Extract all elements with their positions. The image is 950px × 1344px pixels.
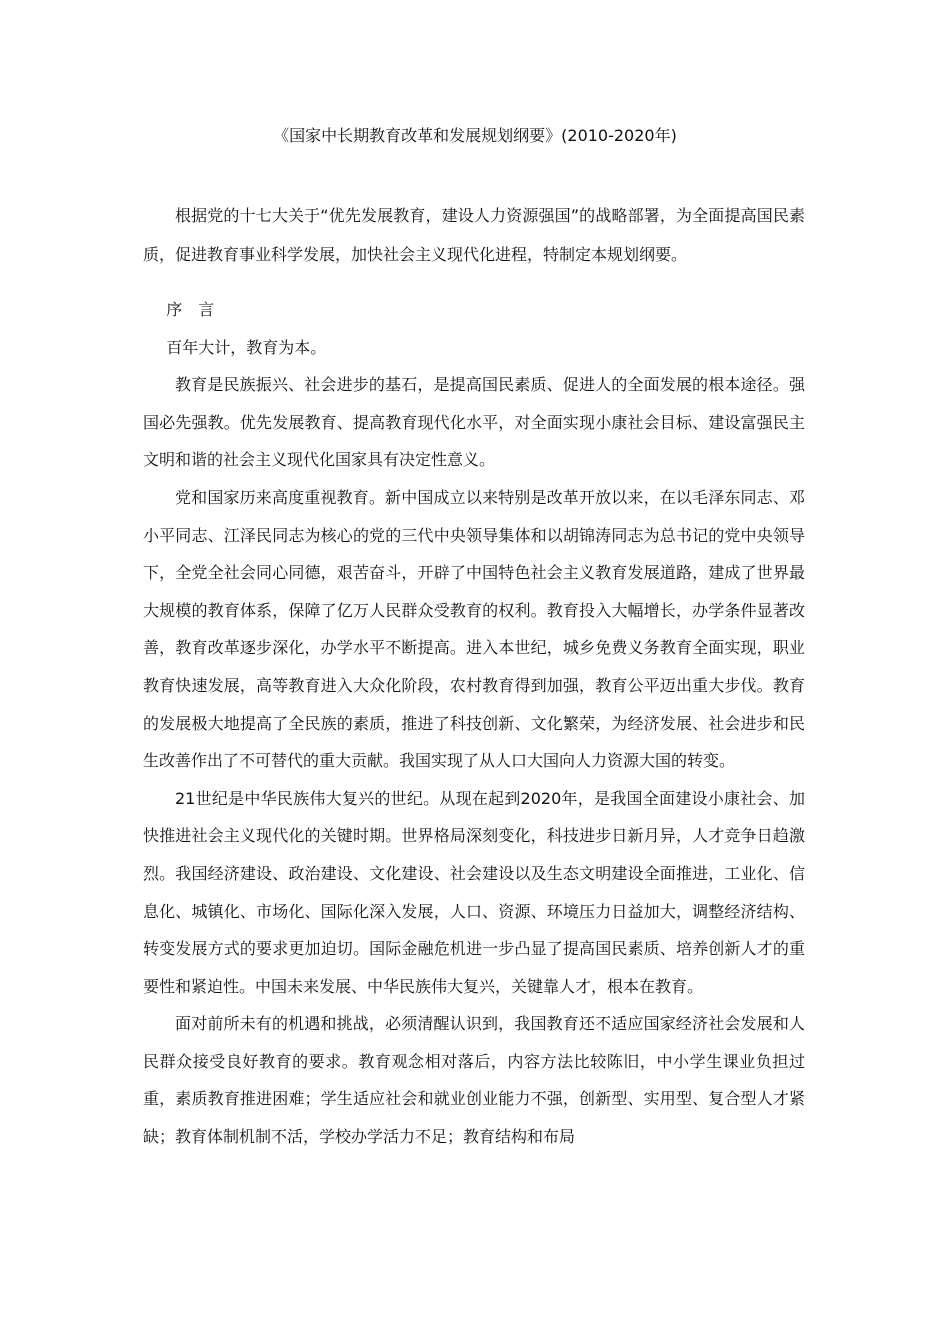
paragraph-opening: 百年大计，教育为本。 [166,337,327,357]
section-heading-char-1: 序 [166,300,183,319]
paragraph: 面对前所未有的机遇和挑战，必须清醒认识到，我国教育还不适应国家经济社会发展和人民群众接受良好教育的要求。教育观念相对落后，内容方法比较陈旧，中小学生课业负担过重，素质教育推进困难；学生适应社会和就业创业能力不强，创新型、实用型、复合型人才紧缺；教育体制机制不活，学校办学活力不足；教育结构和布局 [143,1014,805,1147]
section-heading [143,291,805,329]
document-body [143,196,805,1156]
paragraph: 21世纪是中华民族伟大复兴的世纪。从现在起到2020年，是我国全面建设小康社会、加快推进社会主义现代化的关键时期。世界格局深刻变化，科技进步日新月异，人才竞争日趋激烈。我国经济建设、政治建设、文化建设、社会建设以及生态文明建设全面推进，工业化、信息化、城镇化、市场化、国际化深入发展，人口、资源、环境压力日益加大，调整经济结构、转变发展方式的要求更加迫切。国际金融危机进一步凸显了提高国民素质、培养创新人才的重要性和紧迫性。中国未来发展、中华民族伟大复兴，关键靠人才，根本在教育。 [143,788,805,996]
paragraph: 党和国家历来高度重视教育。新中国成立以来特别是改革开放以来，在以毛泽东同志、邓小平同志、江泽民同志为核心的党的三代中央领导集体和以胡锦涛同志为总书记的党中央领导下，全党全社会同心同德，艰苦奋斗，开辟了中国特色社会主义教育发展道路，建成了世界最大规模的教育体系，保障了亿万人民群众受教育的权利。教育投入大幅增长，办学条件显著改善，教育改革逐步深化，办学水平不断提高。进入本世纪，城乡免费义务教育全面实现，职业教育快速发展，高等教育进入大众化阶段，农村教育得到加强，教育公平迈出重大步伐。教育的发展极大地提高了全民族的素质，推进了科技创新、文化繁荣，为经济发展、社会进步和民生改善作出了不可替代的重大贡献。我国实现了从人口大国向人力资源大国的转变。 [143,487,805,771]
paragraph: 教育是民族振兴、社会进步的基石，是提高国民素质、促进人的全面发展的根本途径。强国必先强教。优先发展教育、提高教育现代化水平，对全面实现小康社会目标、建设富强民主文明和谐的社会主义现代化国家具有决定性意义。 [143,375,805,470]
intro-paragraph: 根据党的十七大关于“优先发展教育，建设人力资源强国”的战略部署，为全面提高国民素质，促进教育事业科学发展，加快社会主义现代化进程，特制定本规划纲要。 [143,206,805,264]
section-heading-char-2: 言 [198,300,215,319]
document-title: 《国家中长期教育改革和发展规划纲要》(2010-2020年) [273,126,677,145]
